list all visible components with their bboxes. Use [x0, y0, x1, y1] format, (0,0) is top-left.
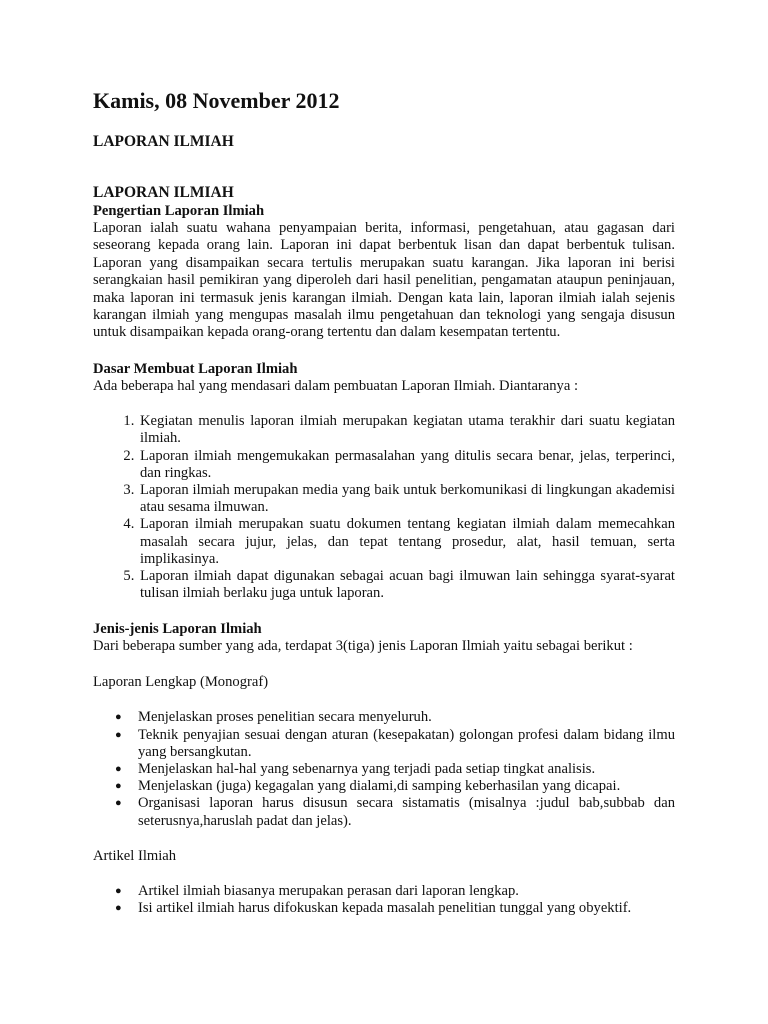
list-item: 5. Laporan ilmiah dapat digunakan sebagai acuan bagi ilmuwan lain sehingga syarat-syarat tulisan ilmiah berlaku juga untuk laporan. [138, 568, 675, 602]
paragraph-dasar-intro: Ada beberapa hal yang mendasari dalam pembuatan Laporan Ilmiah. Diantaranya : [93, 377, 579, 394]
type-label-laporan-lengkap: Laporan Lengkap (Monograf) [93, 673, 269, 690]
bullet-icon: ● [115, 711, 122, 724]
list-item-text: Menjelaskan (juga) kegagalan yang dialami,di samping keberhasilan yang dicapai. [138, 778, 621, 795]
list-item-text: Artikel ilmiah biasanya merupakan perasan dari laporan lengkap. [138, 883, 519, 900]
list-item-text: Menjelaskan proses penelitian secara menyeluruh. [138, 709, 432, 726]
list-item [115, 709, 675, 726]
paragraph-jenis-intro: Dari beberapa sumber yang ada, terdapat 3(tiga) jenis Laporan Ilmiah yaitu sebagai berikut : [93, 638, 633, 655]
list-item: 1. Kegiatan menulis laporan ilmiah merupakan kegiatan utama terakhir dari suatu kegiatan ilmiah. [138, 413, 675, 447]
list-item: 2. Laporan ilmiah mengemukakan permasalahan yang ditulis secara benar, jelas, terperinci, dan ringkas. [138, 448, 675, 482]
list-item: 4. Laporan ilmiah merupakan suatu dokumen tentang kegiatan ilmiah dalam memecahkan masalah secara jujur, jelas, dan tepat tentang prosedur, alat, hasil temuan, serta implikasinya. [138, 516, 675, 568]
list-item-text: Menjelaskan hal-hal yang sebenarnya yang terjadi pada setiap tingkat analisis. [138, 760, 596, 777]
document-title: LAPORAN ILMIAH [93, 184, 234, 201]
section-heading-dasar: Dasar Membuat Laporan Ilmiah [93, 360, 298, 377]
bullet-list-laporan-lengkap [93, 709, 675, 829]
bullet-icon: ● [115, 885, 122, 898]
list-item [115, 778, 675, 795]
paragraph-pengertian: Laporan ialah suatu wahana penyampaian berita, informasi, pengetahuan, atau gagasan dari seseorang kepada orang lain. Laporan ini dapat berbentuk lisan dan dapat berbentuk tulisan. Laporan yang disampaikan secara tertulis merupakan suatu karangan. Jika laporan ini berisi serangkaian hasil pemikiran yang diperoleh dari hasil penelitian, pengamatan ataupun peninjauan, maka laporan ini termasuk jenis karangan ilmiah. Dengan kata lain, laporan ilmiah ialah sejenis karangan ilmiah yang mengupas masalah ilmu pengetahuan dan teknologi yang sengaja disusun untuk disampaikan kepada orang-orang tertentu dan dalam kesempatan tertentu. [93, 220, 675, 341]
list-item [115, 726, 675, 761]
bullet-icon: ● [115, 797, 122, 810]
list-item [115, 883, 675, 900]
bullet-icon: ● [115, 762, 122, 775]
numbered-list-dasar [93, 413, 675, 602]
section-heading-pengertian: Pengertian Laporan Ilmiah [93, 203, 265, 219]
bullet-icon: ● [115, 902, 122, 915]
bullet-icon: ● [115, 780, 122, 793]
list-item-text: Teknik penyajian sesuai dengan aturan (kesepakatan) golongan profesi dalam bidang ilmu yang bersangkutan. [138, 726, 675, 760]
list-item [115, 795, 675, 829]
bullet-icon: ● [115, 728, 122, 741]
list-item [115, 900, 675, 917]
post-title: LAPORAN ILMIAH [93, 133, 234, 150]
list-item [115, 760, 675, 778]
bullet-list-artikel-ilmiah [93, 883, 675, 917]
list-item-text: Isi artikel ilmiah harus difokuskan kepada masalah penelitian tunggal yang obyektif. [138, 900, 632, 917]
section-heading-jenis: Jenis-jenis Laporan Ilmiah [93, 621, 262, 638]
post-date-title: Kamis, 08 November 2012 [93, 88, 340, 113]
list-item-text: Organisasi laporan harus disusun secara sistamatis (misalnya :judul bab,subbab dan seterusnya,haruslah padat dan jelas). [138, 795, 675, 829]
list-item: 3. Laporan ilmiah merupakan media yang baik untuk berkomunikasi di lingkungan akademisi atau sesama ilmuwan. [138, 482, 675, 516]
type-label-artikel-ilmiah: Artikel Ilmiah [93, 847, 177, 864]
